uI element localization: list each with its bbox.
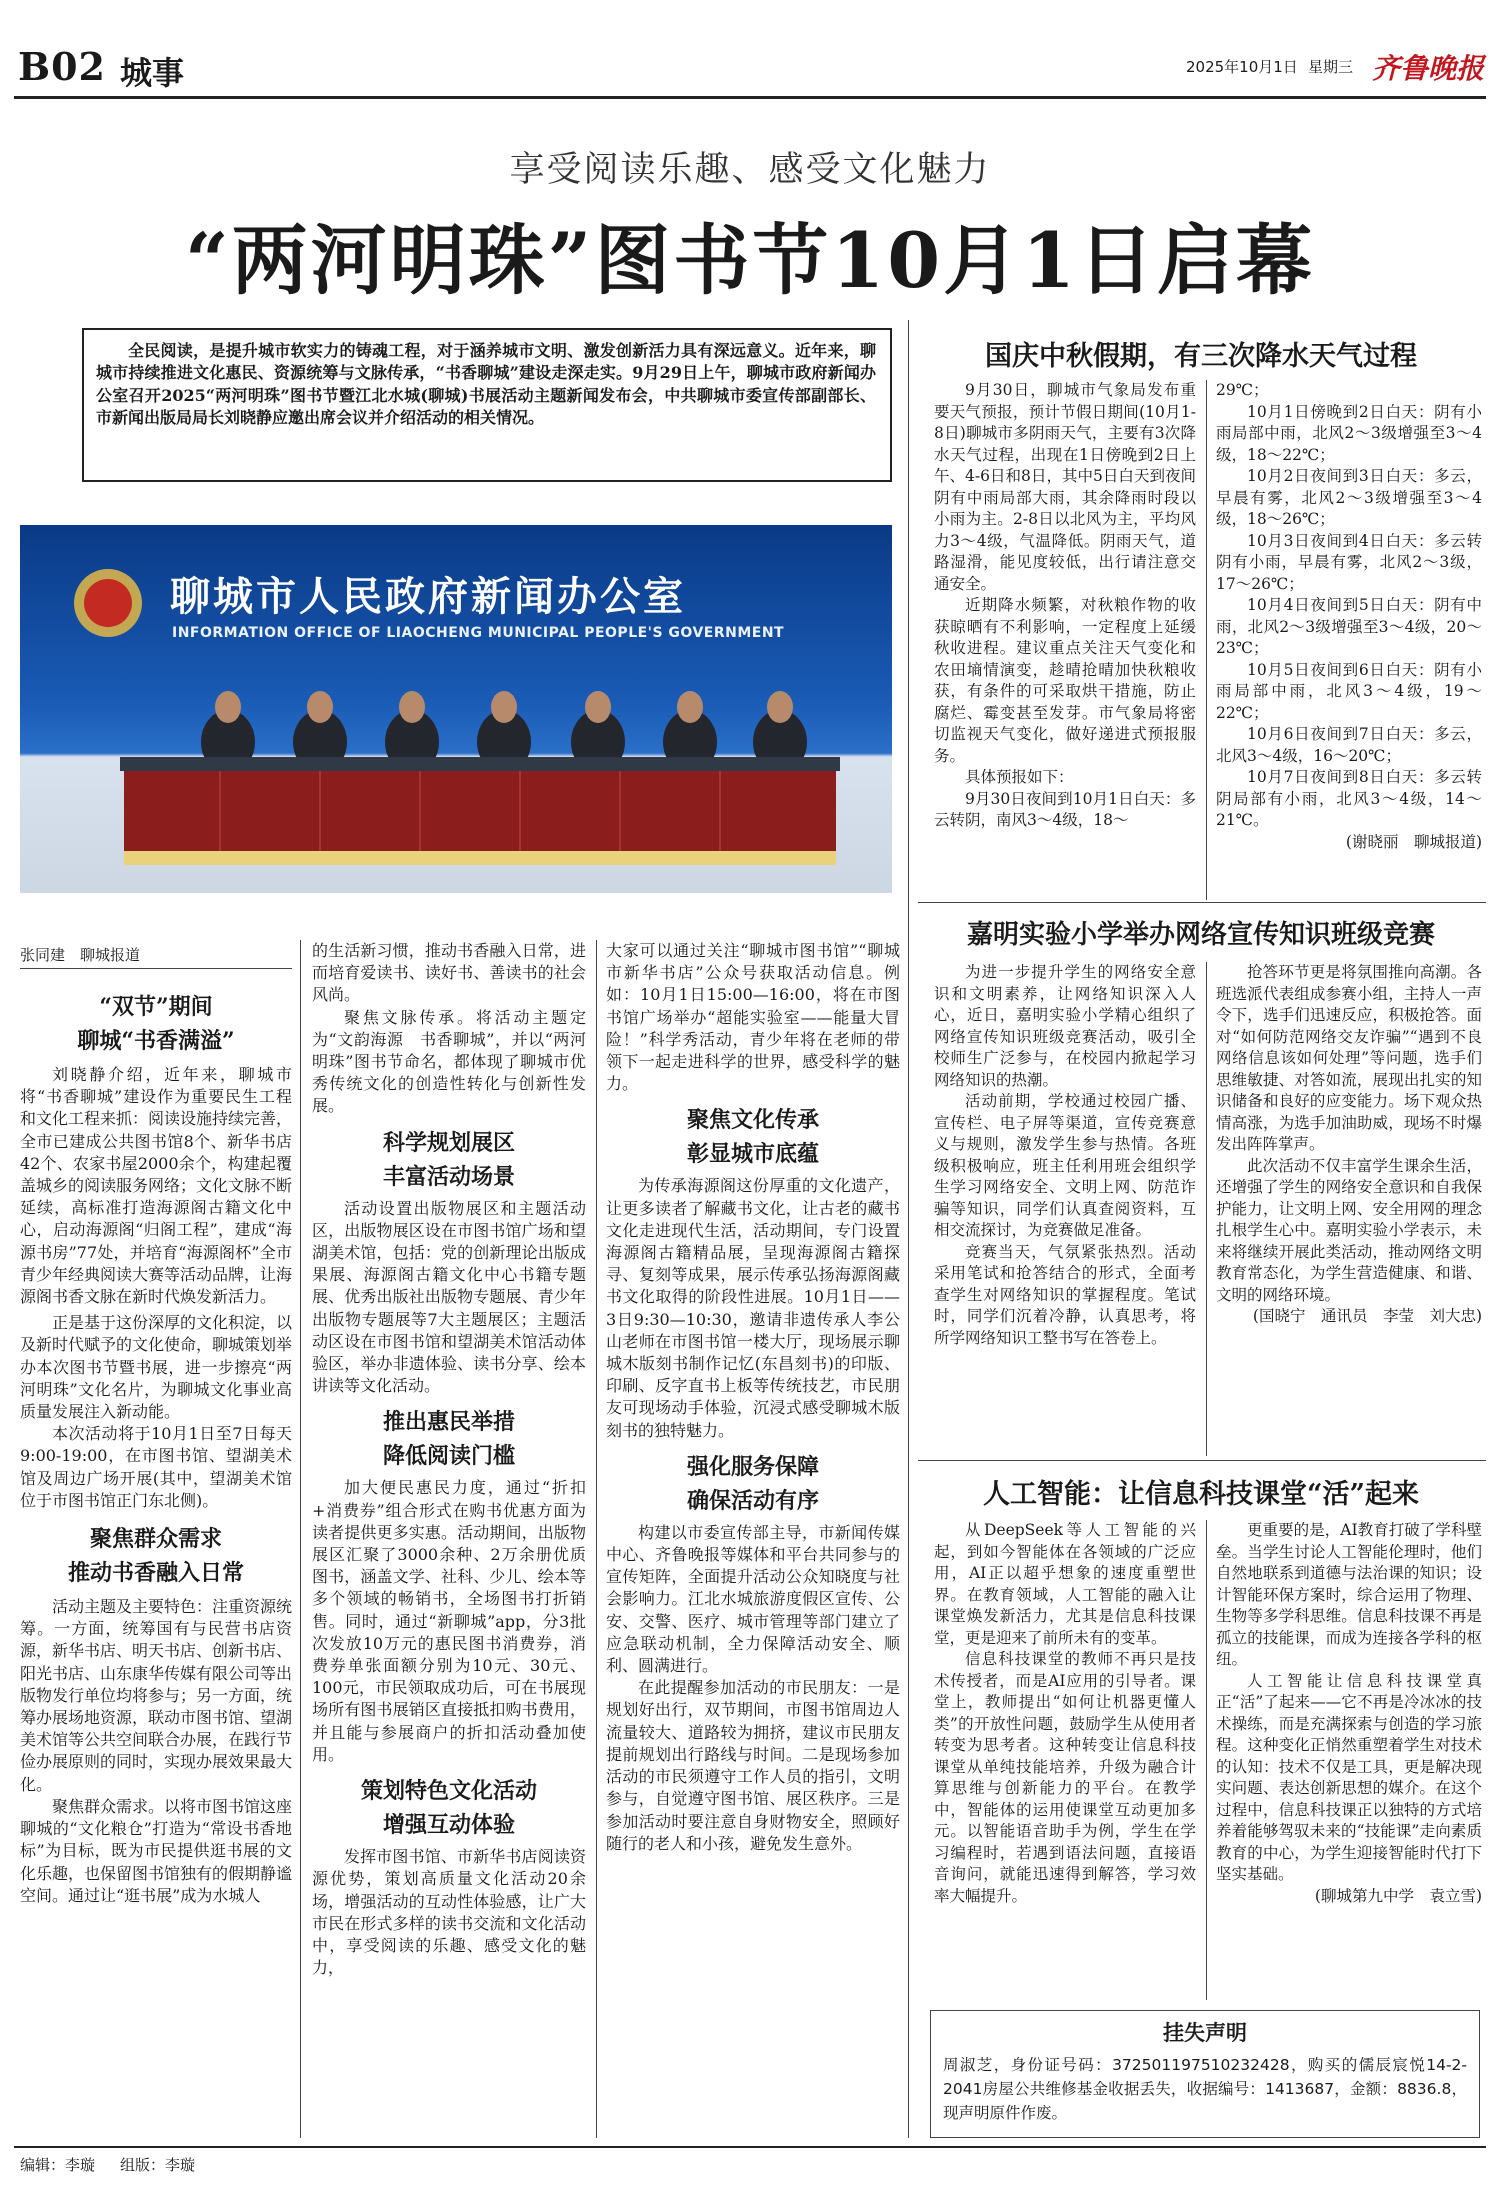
paragraph: 此次活动不仅丰富学生课余生活，还增强了学生的网络安全意识和自我保护能力，让文明上网、安全用网的理念扎根学生心中。嘉明实验小学表示，未来将继续开展此类活动，推动网络文明教育常态化，为学生营造健康、和谐、文明的网络环境。 [1216,1156,1482,1304]
footer-layout: 组版：李璇 [120,2156,196,2174]
paragraph: 的生活新习惯，推动书香融入日常，进而培育爱读书、读好书、善读书的社会风尚。 [312,941,586,1005]
main-col-2 [312,940,586,1979]
article-headline: “两河明珠”图书节10月1日启幕 [184,216,1316,305]
subhead-line: 推出惠民举措 [382,1409,515,1436]
footer-rule [14,2146,1486,2148]
subhead-line: 确保活动有序 [686,1487,819,1514]
paragraph: 抢答环节更是将氛围推向高潮。各班选派代表组成参赛小组，主持人一声令下，选手们迅速反应，积极抢答。面对“如何防范网络交友诈骗”“遇到不良网络信息该如何处理”等问题，选手们思维敏捷、对答如流，展现出扎实的知识储备和良好的应变能力。场下观众热情高涨，为选手加油助威，现场不时爆发出阵阵掌声。 [1216,963,1482,1153]
subhead-line: 聚焦群众需求 [89,1526,222,1553]
paragraph: 10月1日傍晚到2日白天：阴有小雨局部中雨，北风2～3级增强至3～4级，18～22℃； [1216,402,1482,464]
subhead-line: “双节”期间 [99,994,213,1020]
school-divider [1206,962,1207,1456]
paragraph: 为进一步提升学生的网络安全意识和文明素养，让网络知识深入人心，近日，嘉明实验小学精心组织了网络宣传知识班级竞赛活动，吸引全校师生广泛参与，在校园内掀起学习网络知识的热潮。 [934,963,1196,1089]
school-title: 嘉明实验小学举办网络宣传知识班级竞赛 [966,920,1435,950]
main-byline: 张同建 聊城报道 [20,944,292,969]
paragraph: 10月5日夜间到6日白天：阴有小雨局部中雨，北风3～4级，19～22℃； [1216,660,1482,722]
column-divider-main [908,320,909,2138]
ai-byline: (聊城第九中学 袁立雪) [1314,1886,1482,1905]
footer-editor: 编辑：李璇 [20,2156,96,2174]
paragraph: 在此提醒参加活动的市民朋友：一是规划好出行，双节期间，市图书馆周边人流量较大、道路较为拥挤，建议市民朋友提前规划出行路线与时间。二是现场参加活动的市民须遵守工作人员的指引，文明参与，自觉遵守图书馆、展区秩序。三是参加活动时要注意自身财物安全，照顾好随行的老人和小孩，避免发生意外。 [606,1678,900,1853]
section-name: 城事 [120,54,185,92]
paragraph: 加大便民惠民力度，通过“折扣+消费券”组合形式在购书优惠方面为读者提供更多实惠。活动期间，出版物展区汇聚了3000余种、2万余册优质图书，涵盖文学、社科、少儿、绘本等多个领域的畅销书，全场图书打折销售。同时，通过“新聊城”app，分3批次发放10万元的惠民图书消费券，消费券单张面额分别为10元、30元、100元，市民领取成功后，可在书展现场所有图书展销区直接抵扣购书费用，并且能与参展商户的折扣活动叠加使用。 [312,1478,586,1764]
subhead-line: 科学规划展区 [382,1129,515,1156]
subhead-line: 聊城“书香满溢” [77,1028,235,1054]
school-byline: (国晓宁 通讯员 李莹 刘大忠) [1252,1307,1482,1325]
paragraph: 29℃； [1216,381,1269,399]
weather-title: 国庆中秋假期，有三次降水天气过程 [985,341,1417,372]
weather-col-left [934,380,1196,832]
main-col-3 [606,940,900,1855]
subhead-line: 聚焦文化传承 [686,1107,819,1134]
subhead-line: 丰富活动场景 [382,1163,515,1190]
paragraph: 信息科技课堂的教师不再只是技术传授者，而是AI应用的引导者。课堂上，教师提出“如何让机器更懂人类”的开放性问题，鼓励学生从使用者转变为思考者。这种转变让信息科技课堂从单纯技能培养，升级为融合计算思维与创新能力的平台。在教学中，智能体的运用使课堂互动更加多元。以智能语音助手为例，学生在学习编程时，若遇到语法问题，直接语音询问，就能迅速得到解答，学习效率大幅提升。 [934,1650,1196,1905]
paragraph: 大家可以通过关注“聊城市图书馆”“聊城市新华书店”公众号获取活动信息。例如：10月1日15:00—16:00，将在市图书馆广场举办“超能实验室——能量大冒险！”科学秀活动，青少年将在老师的带领下一起走进科学的世界，感受科学的魅力。 [606,941,900,1094]
ai-col-left [934,1520,1196,1907]
paragraph: 10月7日夜间到8日白天：多云转阴局部有小雨，北风3～4级，14～21℃。 [1216,768,1482,829]
weather-byline: (谢晓丽 聊城报道) [1345,832,1482,851]
page-code: B02 [18,44,106,89]
column-divider-2 [596,940,597,2138]
paragraph: 活动主题及主要特色：注重资源统筹。一方面，统筹国有与民营书店资源，新华书店、明天书店、创新书店、阳光书店、山东康华传媒有限公司等出版物发行单位均将参与；另一方面，统筹办展场地资源，联动市图书馆、望湖美术馆等公共空间联合办展，在践行节俭办展原则的同时，实现办展效果最大化。 [20,1597,293,1794]
paragraph: 10月3日夜间到4日白天：多云转阴有小雨，早晨有雾，北风2～3级，17～26℃； [1216,531,1482,593]
main-col-1 [20,990,292,1907]
issue-date: 2025年10月1日 [1186,58,1298,76]
section-rule [918,1460,1486,1461]
paragraph: 聚焦文脉传承。将活动主题定为“文韵海源 书香聊城”，并以“两河明珠”图书节命名，都体现了聊城市优秀传统文化的创造性转化与创新性发展。 [312,1007,586,1116]
subhead-line: 推动书香融入日常 [67,1560,244,1587]
paragraph: 更重要的是，AI教育打破了学科壁垒。当学生讨论人工智能伦理时，他们自然地联系到道德与法治课的知识；设计智能环保方案时，综合运用了物理、生物等多学科思维。信息科技课不再是孤立的技能课，而成为连接各学科的枢纽。 [1216,1521,1482,1668]
photo-scene [20,525,892,893]
paper-logo: 齐鲁晚报 [1372,52,1485,85]
paragraph: 9月30日，聊城市气象局发布重要天气预报，预计节假日期间(10月1-8日)聊城市多阴雨天气，主要有3次降水天气过程，出现在1日傍晚到2日上午、4-6日和8日，其中5日白天到夜间阴有中雨局部大雨，其余降雨时段以小雨为主。2-8日以北风为主，平均风力3～4级，气温降低。阴雨天气，道路湿滑，能见度较低，出行请注意交通安全。 [934,381,1196,593]
school-col-left [934,962,1196,1349]
paragraph: 9月30日夜间到10月1日白天：多云转阴，南风3～4级，18～ [934,789,1196,829]
lost-notice [930,2010,1480,2138]
paragraph: 竞赛当天，气氛紧张热烈。活动采用笔试和抢答结合的形式，全面考查学生对网络知识的掌握程度。笔试时，同学们沉着冷静，认真思考，将所学网络知识工整书写在答卷上。 [934,1242,1196,1347]
paragraph: 刘晓静介绍，近年来，聊城市将“书香聊城”建设作为重要民生工程和文化工程来抓：阅读设施持续完善，全市已建成公共图书馆8个、新华书店42个、农家书屋2000余个，构建起覆盖城乡的阅读服务网络；文化文脉不断延续，高标准打造海源阁古籍文化中心，启动海源阁“归阁工程”，建成“海源书房”77处，并培育“海源阁杯”全市青少年经典阅读大赛等活动品牌，让海源阁书香文脉在新时代焕发新活力。 [20,1065,293,1307]
paragraph: 人工智能让信息科技课堂真正“活”了起来——它不再是冷冰冰的技术操练，而是充满探索与创造的学习旅程。这种变化正悄然重塑着学生对技术的认知：技术不仅是工具，更是解决现实问题、表达创新思想的媒介。在这个过程中，信息科技课正以独特的方式培养着能够驾驭未来的“技能课”走向素质教育的中心，为学生迎接智能时代打下坚实基础。 [1216,1671,1482,1883]
subhead-line: 策划特色文化活动 [360,1778,537,1805]
paragraph: 发挥市图书馆、市新华书店阅读资源优势，策划高质量文化活动20余场，增强活动的互动性体验感，让广大市民在形式多样的读书交流和文化活动中，享受阅读的乐趣、感受文化的魅力， [312,1847,586,1978]
paragraph: 正是基于这份深厚的文化积淀，以及新时代赋予的文化使命，聊城策划举办本次图书节暨书展，进一步擦亮“两河明珠”文化名片，为聊城文化事业高质量发展注入新动能。 [20,1313,293,1422]
column-divider-1 [300,940,301,2138]
subhead-line: 强化服务保障 [686,1453,819,1480]
section-rule [918,902,1486,903]
weather-divider [1206,380,1207,900]
paragraph: 构建以市委宣传部主导，市新闻传媒中心、齐鲁晚报等媒体和平台共同参与的宣传矩阵，全面提升活动公众知晓度与社会影响力。江北水城旅游度假区宣传、公安、交警、医疗、城市管理等部门建立了应急联动机制，全力保障活动安全、顺利、圆满进行。 [606,1522,900,1676]
press-conference-photo [20,525,892,893]
paragraph: 10月2日夜间到3日白天：多云，早晨有雾，北风2～3级增强至3～4级，18～26℃； [1216,467,1482,528]
paragraph: 活动设置出版物展区和主题活动区，出版物展区设在市图书馆广场和望湖美术馆，包括：党的创新理论出版成果展、海源阁古籍文化中心书籍专题展、优秀出版社出版物专题展、青少年出版物专题展等7大主题展区；主题活动区设在市图书馆和望湖美术馆活动体验区，举办非遗体验、读书分享、绘本讲读等文化活动。 [312,1198,586,1396]
subhead-line: 降低阅读门槛 [382,1443,515,1470]
paragraph: 近期降水频繁，对秋粮作物的收获晾晒有不利影响，一定程度上延缓秋收进程。建议重点关注天气变化和农田墒情演变，趁晴抢晴加快秋粮收获，有条件的可采取烘干措施，防止腐烂、霉变甚至发芽。市气象局将密切监视天气变化，做好递进式预报服务。 [934,596,1196,765]
article-lead: 全民阅读，是提升城市软实力的铸魂工程，对于涵养城市文明、激发创新活力具有深远意义。近年来，聊城市持续推进文化惠民、资源统筹与文脉传承，“书香聊城”建设走深走实。9月29日上午，聊城市政府新闻办公室召开2025“两河明珠”图书节暨江北水城(聊城)书展活动主题新闻发布会，中共聊城市委宣传部副部长、市新闻出版局局长刘晓静应邀出席会议并介绍活动的相关情况。 [96,341,876,428]
issue-weekday: 星期三 [1308,58,1354,76]
paragraph: 10月4日夜间到5日白天：阴有中雨，北风2～3级增强至3～4级，20～23℃； [1216,596,1482,657]
school-col-right [1216,962,1482,1328]
backdrop-title-cn: 聊城市人民政府新闻办公室 [170,574,686,620]
ai-divider [1206,1520,1207,2000]
backdrop-title-en: INFORMATION OFFICE OF LIAOCHENG MUNICIPAL PEOPLE'S GOVERNMENT [172,625,785,641]
paragraph: 活动前期，学校通过校园广播、宣传栏、电子屏等渠道，宣传竞赛意义与规则，激发学生参与热情。各班级积极响应，班主任利用班会组织学生学习网络安全、文明上网、防范诈骗等知识，同学们认真查阅资料，互相交流探讨，为竞赛做足准备。 [934,1092,1196,1239]
subhead-line: 彰显城市底蕴 [686,1141,819,1168]
paragraph: 10月6日夜间到7日白天：多云，北风3～4级，16～20℃； [1216,725,1482,765]
weather-col-right [1216,380,1482,853]
subhead-line: 增强互动体验 [382,1812,515,1839]
paragraph: 从DeepSeek等人工智能的兴起，到如今智能体在各领域的广泛应用，AI正以超乎想象的速度重塑世界。在教育领域，人工智能的融入让课堂焕发新活力，尤其是信息科技课堂，更是迎来了前所未有的变革。 [934,1521,1196,1647]
notice-title: 挂失声明 [1163,2021,1247,2045]
header-rule [14,96,1486,99]
article-kicker: 享受阅读乐趣、感受文化魅力 [509,150,991,190]
ai-title: 人工智能：让信息科技课堂“活”起来 [982,1479,1420,1510]
paragraph: 具体预报如下： [965,768,1074,786]
paragraph: 聚焦群众需求。以将市图书馆这座聊城的“文化粮仓”打造为“常设书香地标”为目标，既为市民提供逛书展的文化乐趣，也保留图书馆独有的假期静谧空间。通过让“逛书展”成为水城人 [20,1796,293,1905]
paragraph: 为传承海源阁这份厚重的文化遗产，让更多读者了解藏书文化，让古老的藏书文化走进现代生活，活动期间，专门设置海源阁古籍精品展，呈现海源阁古籍探寻、复刻等成果，展示传承弘扬海源阁藏书文化取得的阶段性进展。10月1日——3日9:30—10:30，邀请非遗传承人李公山老师在市图书馆一楼大厅，现场展示聊城木版刻书制作记忆(东昌刻书)的印版、印刷、反字直书上板等传统技艺，市民朋友可现场动手体验，沉浸式感受聊城木版刻书的独特魅力。 [606,1176,900,1440]
paragraph: 本次活动将于10月1日至7日每天9:00-19:00，在市图书馆、望湖美术馆及周边广场开展(其中，望湖美术馆位于市图书馆正门东北侧)。 [20,1424,292,1510]
notice-text: 周淑芝，身份证号码：372501197510232428，购买的儒辰宸悦14-2-2041房屋公共维修基金收据丢失，收据编号：1413687，金额：8836.8，现声明原件作废。 [943,2056,1467,2122]
ai-col-right [1216,1520,1482,1907]
